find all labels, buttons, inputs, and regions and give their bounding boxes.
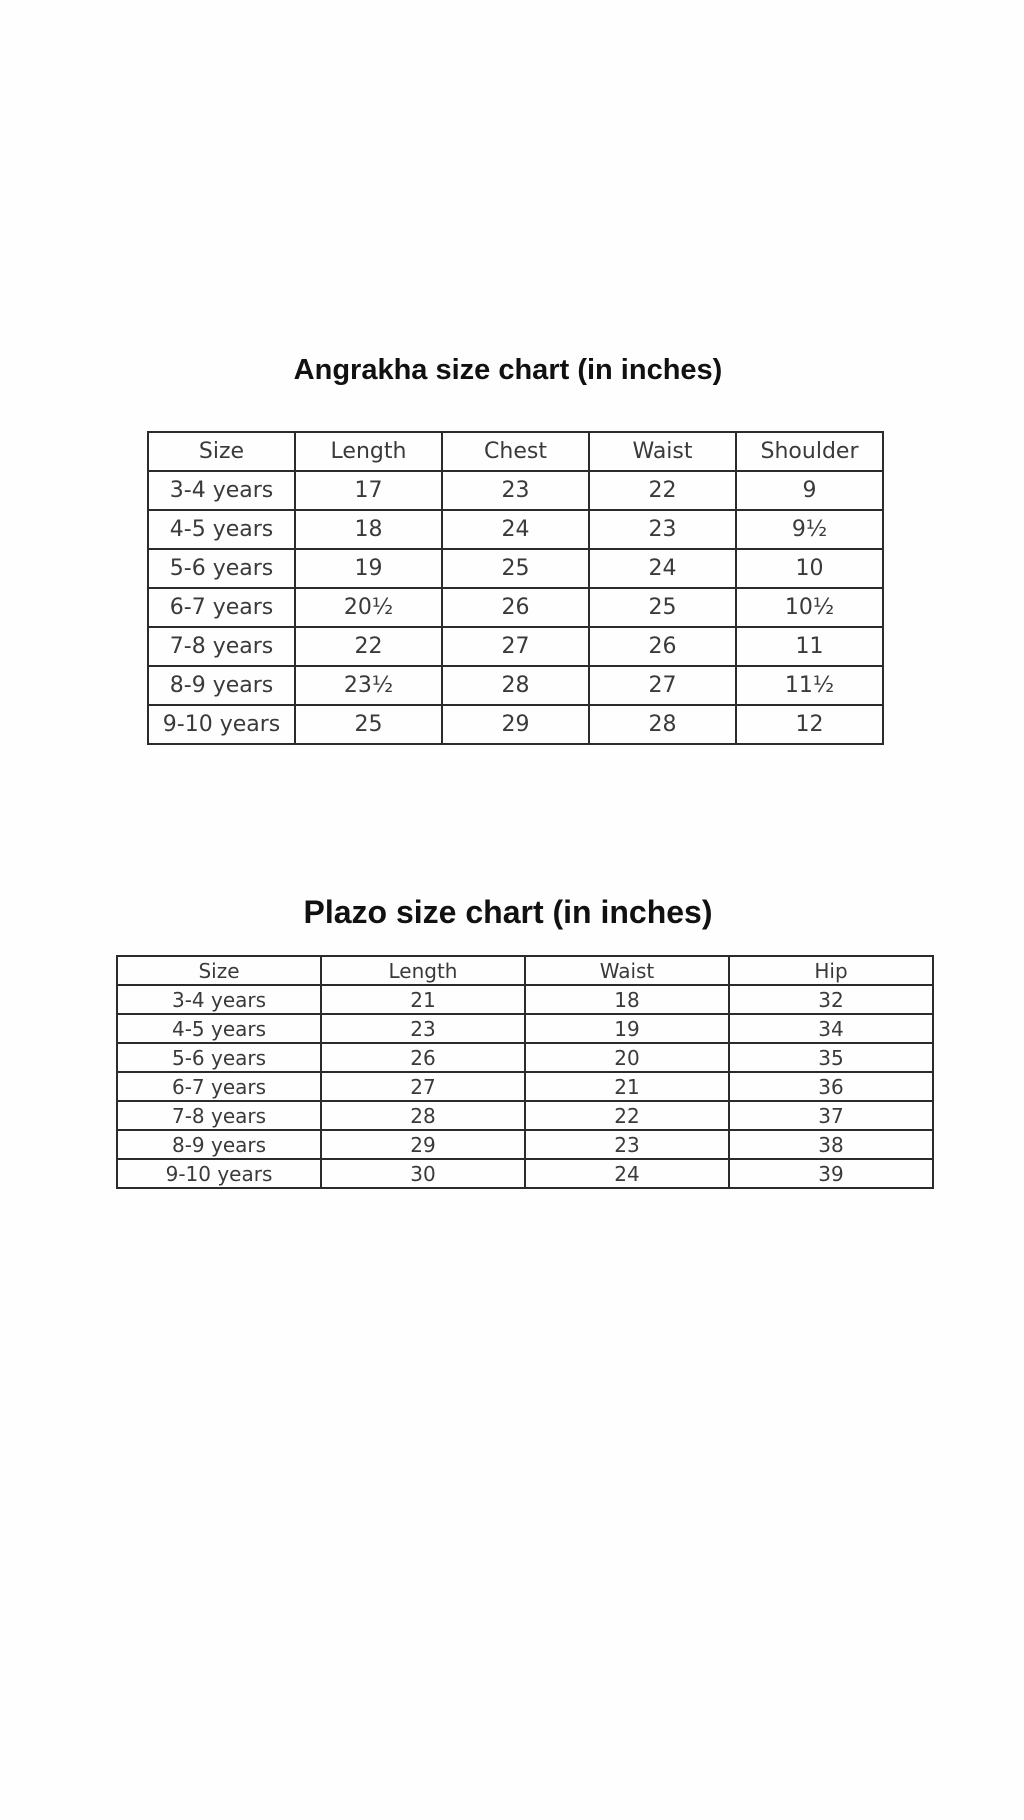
length-cell: 28 — [321, 1101, 525, 1130]
table-row — [148, 471, 883, 510]
length-cell: 21 — [321, 985, 525, 1014]
column-header-hip: Hip — [729, 956, 933, 985]
column-header-chest: Chest — [442, 432, 589, 471]
length-cell: 18 — [295, 510, 442, 549]
hip-cell: 35 — [729, 1043, 933, 1072]
size-cell: 9-10 years — [117, 1159, 321, 1188]
waist-cell: 27 — [589, 666, 736, 705]
waist-cell: 24 — [589, 549, 736, 588]
length-cell: 27 — [321, 1072, 525, 1101]
length-cell: 29 — [321, 1130, 525, 1159]
length-cell: 22 — [295, 627, 442, 666]
waist-cell: 19 — [525, 1014, 729, 1043]
table-row — [117, 985, 933, 1014]
column-header-length: Length — [295, 432, 442, 471]
header-row — [148, 432, 883, 471]
table-row — [148, 666, 883, 705]
length-cell: 19 — [295, 549, 442, 588]
length-cell: 23½ — [295, 666, 442, 705]
waist-cell: 18 — [525, 985, 729, 1014]
waist-cell: 20 — [525, 1043, 729, 1072]
shoulder-cell: 12 — [736, 705, 883, 744]
plazo-chart-title: Plazo size chart (in inches) — [303, 894, 713, 930]
waist-cell: 23 — [525, 1130, 729, 1159]
size-cell: 5-6 years — [117, 1043, 321, 1072]
table-row — [117, 1159, 933, 1188]
table-row — [117, 1101, 933, 1130]
column-header-waist: Waist — [525, 956, 729, 985]
hip-cell: 36 — [729, 1072, 933, 1101]
plazo-size-table — [116, 955, 934, 1189]
table-row — [117, 1072, 933, 1101]
chest-cell: 26 — [442, 588, 589, 627]
hip-cell: 37 — [729, 1101, 933, 1130]
waist-cell: 22 — [525, 1101, 729, 1130]
length-cell: 17 — [295, 471, 442, 510]
shoulder-cell: 10 — [736, 549, 883, 588]
waist-cell: 21 — [525, 1072, 729, 1101]
column-header-length: Length — [321, 956, 525, 985]
length-cell: 30 — [321, 1159, 525, 1188]
size-cell: 5-6 years — [148, 549, 295, 588]
size-cell: 9-10 years — [148, 705, 295, 744]
header-row — [117, 956, 933, 985]
size-cell: 3-4 years — [148, 471, 295, 510]
hip-cell: 39 — [729, 1159, 933, 1188]
shoulder-cell: 11½ — [736, 666, 883, 705]
column-header-size: Size — [148, 432, 295, 471]
chest-cell: 23 — [442, 471, 589, 510]
column-header-waist: Waist — [589, 432, 736, 471]
angrakha-chart-title: Angrakha size chart (in inches) — [293, 354, 723, 386]
waist-cell: 23 — [589, 510, 736, 549]
column-header-shoulder: Shoulder — [736, 432, 883, 471]
length-cell: 25 — [295, 705, 442, 744]
waist-cell: 24 — [525, 1159, 729, 1188]
table-header — [148, 432, 883, 471]
size-cell: 7-8 years — [117, 1101, 321, 1130]
size-cell: 4-5 years — [117, 1014, 321, 1043]
table-header — [117, 956, 933, 985]
table-body — [117, 985, 933, 1188]
chest-cell: 28 — [442, 666, 589, 705]
hip-cell: 32 — [729, 985, 933, 1014]
table-row — [148, 627, 883, 666]
waist-cell: 26 — [589, 627, 736, 666]
angrakha-size-table — [147, 431, 884, 745]
shoulder-cell: 9½ — [736, 510, 883, 549]
size-cell: 8-9 years — [117, 1130, 321, 1159]
shoulder-cell: 10½ — [736, 588, 883, 627]
table-row — [117, 1043, 933, 1072]
hip-cell: 38 — [729, 1130, 933, 1159]
waist-cell: 28 — [589, 705, 736, 744]
table-body — [148, 471, 883, 744]
waist-cell: 22 — [589, 471, 736, 510]
waist-cell: 25 — [589, 588, 736, 627]
size-cell: 3-4 years — [117, 985, 321, 1014]
table-row — [148, 705, 883, 744]
size-cell: 8-9 years — [148, 666, 295, 705]
hip-cell: 34 — [729, 1014, 933, 1043]
size-cell: 6-7 years — [148, 588, 295, 627]
size-cell: 6-7 years — [117, 1072, 321, 1101]
chest-cell: 24 — [442, 510, 589, 549]
table-row — [117, 1130, 933, 1159]
shoulder-cell: 11 — [736, 627, 883, 666]
size-cell: 7-8 years — [148, 627, 295, 666]
size-cell: 4-5 years — [148, 510, 295, 549]
chest-cell: 29 — [442, 705, 589, 744]
column-header-size: Size — [117, 956, 321, 985]
length-cell: 23 — [321, 1014, 525, 1043]
shoulder-cell: 9 — [736, 471, 883, 510]
chest-cell: 27 — [442, 627, 589, 666]
length-cell: 26 — [321, 1043, 525, 1072]
table-row — [148, 588, 883, 627]
chest-cell: 25 — [442, 549, 589, 588]
table-row — [117, 1014, 933, 1043]
table-row — [148, 549, 883, 588]
table-row — [148, 510, 883, 549]
length-cell: 20½ — [295, 588, 442, 627]
